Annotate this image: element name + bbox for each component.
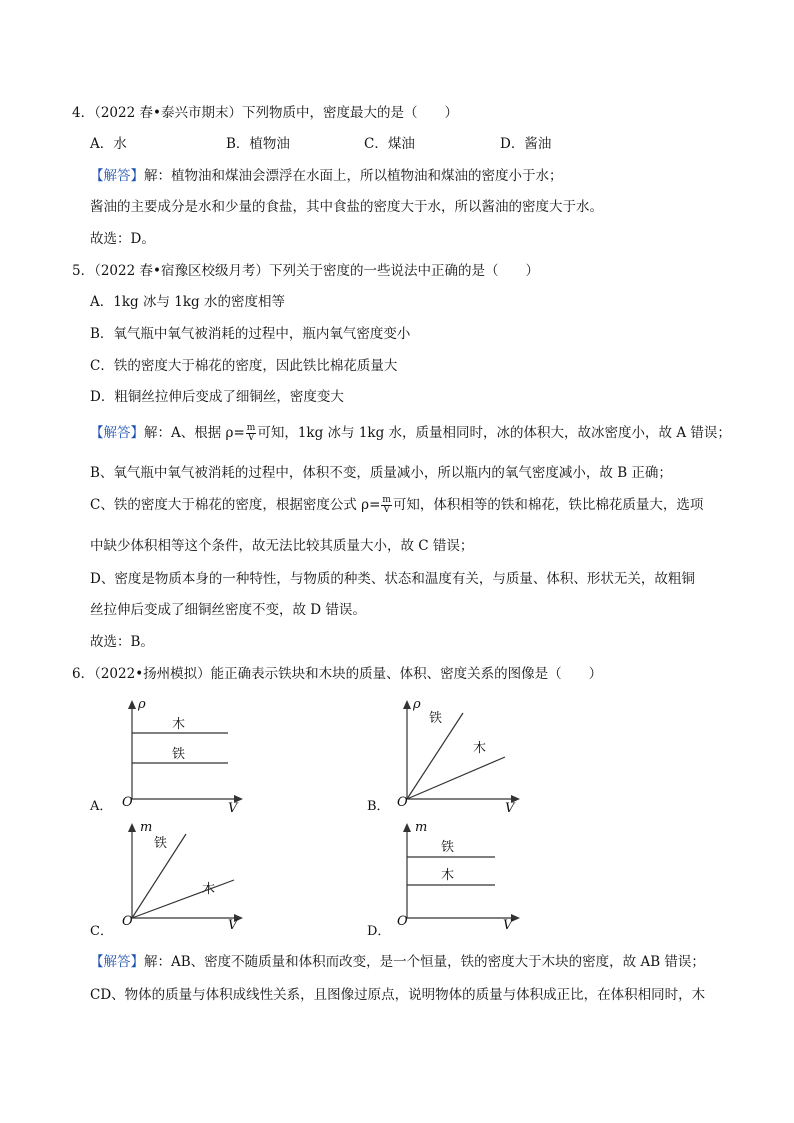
q4-stem: 4．（2022 春•泰兴市期末）下列物质中，密度最大的是（ ） xyxy=(72,105,458,121)
q5-answer-line-c-cont: 中缺少体积相等这个条件，故无法比较其质量大小，故 C 错误； xyxy=(90,538,474,554)
steep-line-label: 铁 xyxy=(154,836,168,851)
q5-conclusion: 故选：B。 xyxy=(90,634,154,650)
q6-stem: 6．（2022•扬州模拟）能正确表示铁块和木块的质量、体积、密度关系的图像是（ ） xyxy=(72,666,603,682)
q5-stem: 5．（2022 春•宿豫区校级月考）下列关于密度的一些说法中正确的是（ ） xyxy=(72,263,539,279)
q5-answer-line-b: B、氧气瓶中氧气被消耗的过程中，体积不变，质量减小，所以瓶内的氧气密度减小，故 B 正确； xyxy=(90,465,672,481)
upper-line-label: 铁 xyxy=(441,840,455,855)
option-label: B． xyxy=(367,799,390,814)
q5-option-a: A．1kg 冰与 1kg 水的密度相等 xyxy=(90,294,285,310)
q5-answer-c-pre: C、铁的密度大于棉花的密度，根据密度公式 xyxy=(90,497,357,513)
formula-denominator: V xyxy=(383,505,390,515)
q5-answer-line-d-1: D、密度是物质本身的一种特性，与物质的种类、状态和温度有关，与质量、体积、形状无关，故粗铜 xyxy=(90,571,695,587)
formula-eq: = xyxy=(369,497,381,513)
q4-option-b: B．植物油 xyxy=(226,136,290,152)
q4-option-d: D．酱油 xyxy=(500,136,552,152)
x-axis-label: V xyxy=(503,918,513,933)
q5-answer-line-c xyxy=(90,496,703,515)
q5-option-c: C．铁的密度大于棉花的密度，因此铁比棉花质量大 xyxy=(90,358,398,374)
q4-answer-line-2: 酱油的主要成分是水和少量的食盐，其中食盐的密度大于水，所以酱油的密度大于水。 xyxy=(90,199,603,215)
formula-numerator: m xyxy=(382,495,391,505)
q6-answer-line-1 xyxy=(90,953,705,971)
answer-tag: 【解答】 xyxy=(90,954,144,970)
q6-answer-line-2: CD、物体的质量与体积成线性关系，且图像过原点，说明物体的质量与体积成正比，在体积相同时，木 xyxy=(90,987,706,1003)
formula-numerator: m xyxy=(246,423,256,433)
q4-option-c: C．煤油 xyxy=(364,136,415,152)
y-axis-label: m xyxy=(140,820,153,835)
option-label: C． xyxy=(90,924,113,939)
q5-answer-a-post: 可知，1kg 冰与 1kg 水，质量相同时，冰的体积大，故冰密度小，故 A 错误； xyxy=(257,425,731,441)
origin-label: O xyxy=(397,914,408,929)
q6-answer-text-1: 解：AB、密度不随质量和体积而改变，是一个恒量，铁的密度大于木块的密度，故 AB 错误； xyxy=(144,954,705,970)
shallow-line-label: 木 xyxy=(473,741,487,756)
x-axis-label: V xyxy=(228,801,238,816)
origin-label: O xyxy=(122,795,133,810)
origin-label: O xyxy=(122,914,133,929)
origin-label: O xyxy=(397,795,408,810)
density-formula xyxy=(361,497,393,513)
x-axis-label: V xyxy=(505,801,515,816)
density-formula xyxy=(226,425,258,441)
q4-answer-line-1 xyxy=(90,167,563,185)
q5-answer-c-post: 可知，体积相等的铁和棉花，铁比棉花质量大，选项 xyxy=(392,497,704,513)
upper-line-label: 木 xyxy=(172,717,186,732)
formula-eq: = xyxy=(233,425,245,441)
graph-b xyxy=(365,695,535,820)
y-axis-label: ρ xyxy=(138,697,146,712)
x-axis-label: V xyxy=(228,918,238,933)
q5-option-d: D．粗铜丝拉伸后变成了细铜丝，密度变大 xyxy=(90,389,344,405)
option-label: A． xyxy=(90,799,113,814)
answer-tag: 【解答】 xyxy=(90,425,144,441)
q5-answer-line-a xyxy=(90,424,731,443)
lower-line-label: 木 xyxy=(441,868,455,883)
steep-line-label: 铁 xyxy=(429,711,443,726)
graph-a xyxy=(88,695,258,820)
answer-tag: 【解答】 xyxy=(90,168,144,184)
lower-line-label: 铁 xyxy=(172,747,186,762)
q5-answer-a-pre: 解：A、根据 xyxy=(144,425,222,441)
q4-option-a: A．水 xyxy=(90,136,127,152)
q5-option-b: B．氧气瓶中氧气被消耗的过程中，瓶内氧气密度变小 xyxy=(90,326,411,342)
q5-answer-line-d-2: 丝拉伸后变成了细铜丝密度不变，故 D 错误。 xyxy=(90,602,366,618)
q4-conclusion: 故选：D。 xyxy=(90,231,155,247)
shallow-line xyxy=(132,880,234,918)
formula-rho: ρ xyxy=(361,497,370,513)
formula-rho: ρ xyxy=(225,425,234,441)
y-axis-label: m xyxy=(415,820,428,835)
option-label: D． xyxy=(367,924,391,939)
graph-c xyxy=(88,818,258,943)
y-axis-label: ρ xyxy=(413,697,421,712)
formula-denominator: V xyxy=(247,433,255,443)
shallow-line-label: 木 xyxy=(202,882,216,897)
graph-d xyxy=(365,818,535,943)
q4-answer-text-1: 解：植物油和煤油会漂浮在水面上，所以植物油和煤油的密度小于水； xyxy=(144,168,563,184)
shallow-line xyxy=(407,757,505,799)
